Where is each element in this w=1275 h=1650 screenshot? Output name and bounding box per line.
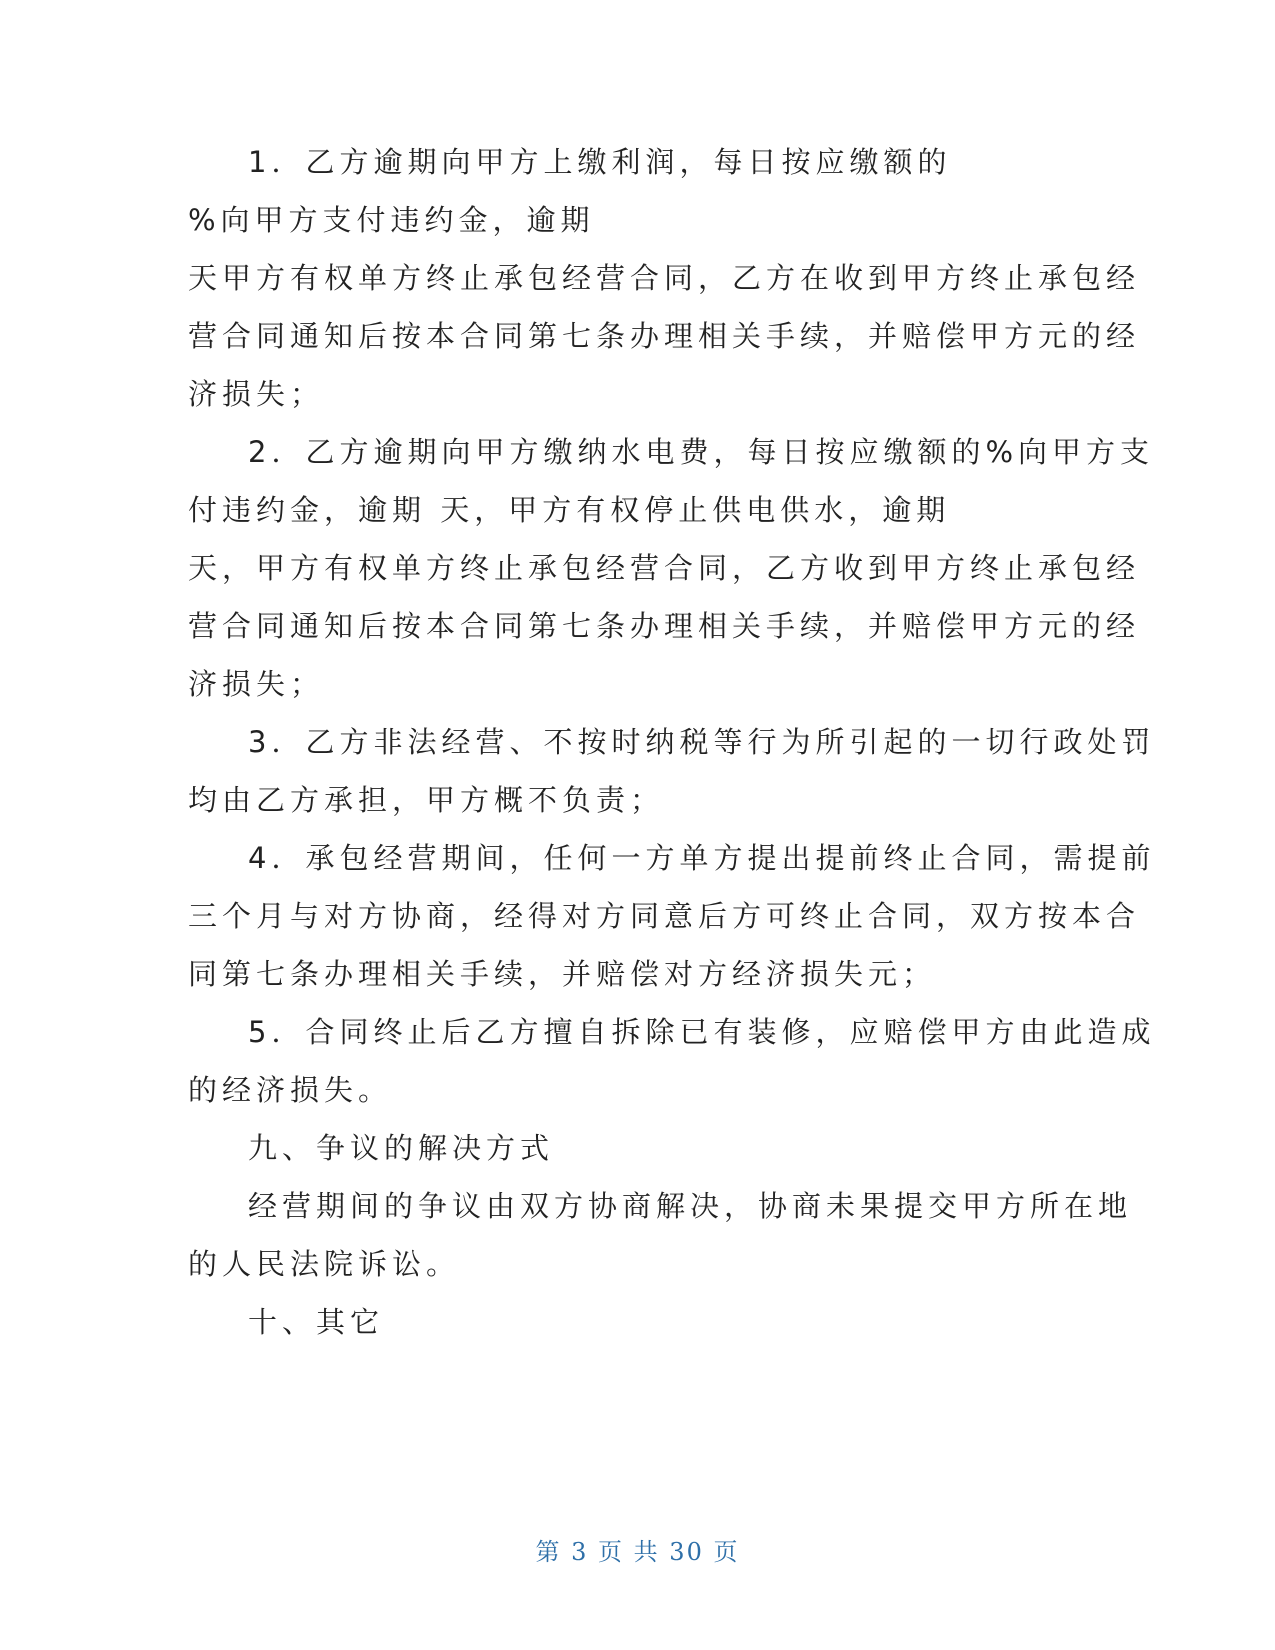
paragraph-5-line-1: 5．合同终止后乙方擅自拆除已有装修，应赔偿甲方由此造成 <box>248 1015 1156 1049</box>
paragraph-2-line-2: 付违约金，逾期 天，甲方有权停止供电供水，逾期 <box>188 493 951 527</box>
paragraph-4-line-1: 4．承包经营期间，任何一方单方提出提前终止合同，需提前 <box>248 841 1156 875</box>
paragraph-5-line-2: 的经济损失。 <box>188 1073 393 1107</box>
paragraph-3-line-2: 均由乙方承担，甲方概不负责； <box>188 783 665 817</box>
paragraph-1-line-4: 营合同通知后按本合同第七条办理相关手续，并赔偿甲方元的经 <box>188 319 1141 353</box>
paragraph-1-line-1: 1．乙方逾期向甲方上缴利润，每日按应缴额的 <box>248 145 952 179</box>
paragraph-1-line-3: 天甲方有权单方终止承包经营合同，乙方在收到甲方终止承包经 <box>188 261 1141 295</box>
paragraph-3-line-1: 3．乙方非法经营、不按时纳税等行为所引起的一切行政处罚 <box>248 725 1156 759</box>
paragraph-6-line-2: 的人民法院诉讼。 <box>188 1247 461 1281</box>
paragraph-2-line-1: 2．乙方逾期向甲方缴纳水电费，每日按应缴额的%向甲方支 <box>248 435 1155 469</box>
paragraph-2-line-5: 济损失； <box>188 667 325 701</box>
paragraph-1-line-2: %向甲方支付违约金，逾期 <box>188 203 595 237</box>
paragraph-1-line-5: 济损失； <box>188 377 325 411</box>
paragraph-2-line-4: 营合同通知后按本合同第七条办理相关手续，并赔偿甲方元的经 <box>188 609 1141 643</box>
page-number-footer: 第 3 页 共 30 页 <box>535 1538 740 1566</box>
paragraph-4-line-3: 同第七条办理相关手续，并赔偿对方经济损失元； <box>188 957 937 991</box>
paragraph-6-line-1: 经营期间的争议由双方协商解决，协商未果提交甲方所在地 <box>248 1189 1133 1223</box>
section-heading-9: 九、争议的解决方式 <box>248 1131 555 1165</box>
section-heading-10: 十、其它 <box>248 1305 385 1339</box>
paragraph-4-line-2: 三个月与对方协商，经得对方同意后方可终止合同，双方按本合 <box>188 899 1141 933</box>
paragraph-2-line-3: 天，甲方有权单方终止承包经营合同，乙方收到甲方终止承包经 <box>188 551 1141 585</box>
